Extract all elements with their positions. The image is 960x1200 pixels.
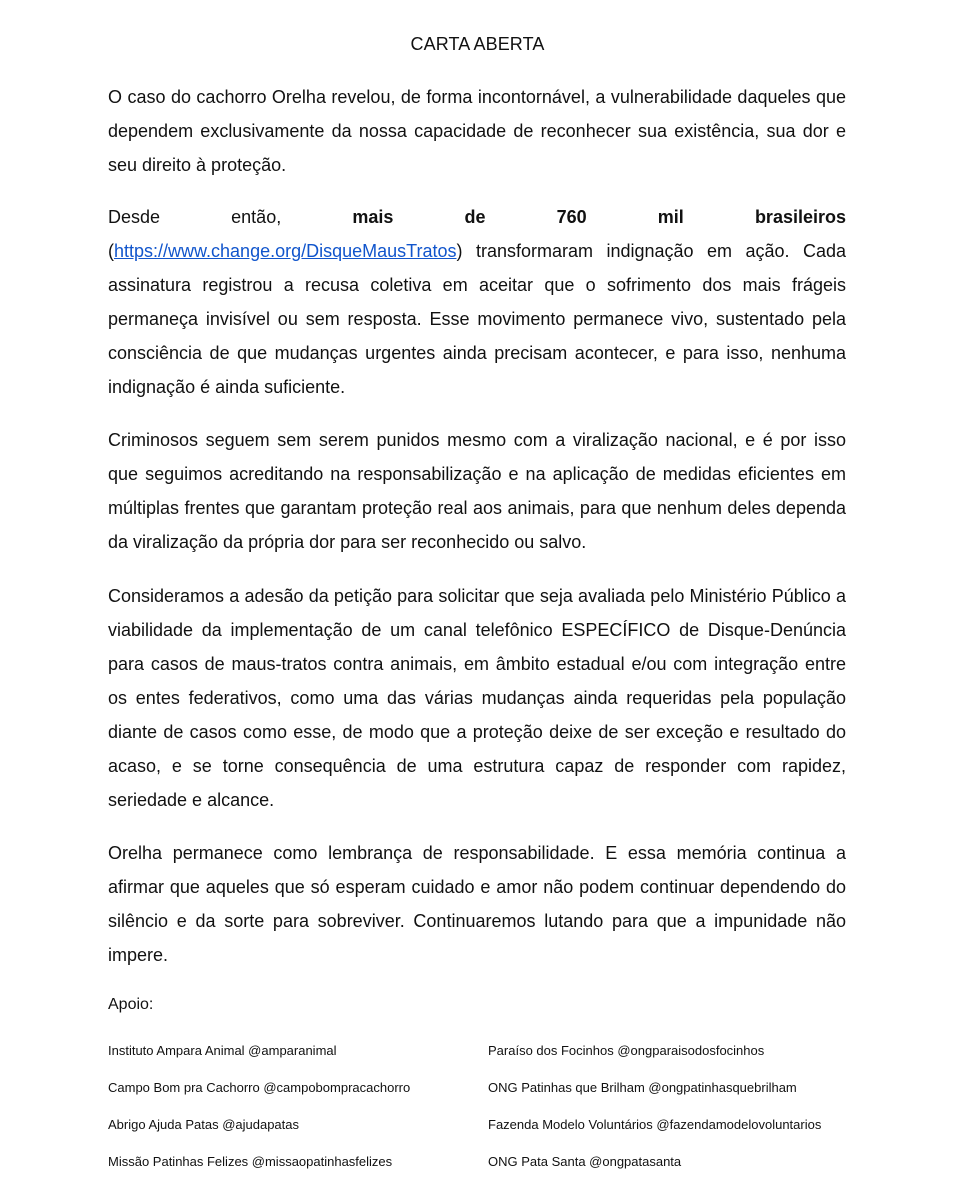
paragraph-petition-first-line <box>108 200 846 234</box>
page-title: CARTA ABERTA <box>410 34 545 54</box>
paragraph-closing: Orelha permanece como lembrança de responsabilidade. E essa memória continua a afirmar que aqueles que só esperam cuidado e amor não podem continuar dependendo do silêncio e da sorte para sobreviver. Continuaremos lutando para que a impunidade não impere. <box>108 843 846 965</box>
support-label: Apoio: <box>108 996 154 1013</box>
supporter-item: Fazenda Modelo Voluntários @fazendamodelovoluntarios <box>488 1117 822 1132</box>
bold-word: de <box>464 207 486 227</box>
supporter-item: Missão Patinhas Felizes @missaopatinhasfelizes <box>108 1154 393 1169</box>
open-paren: ( <box>108 241 114 261</box>
supporter-item: ONG Pata Santa @ongpatasanta <box>488 1154 682 1169</box>
supporter-item: Abrigo Ajuda Patas @ajudapatas <box>108 1117 299 1132</box>
supporter-item: ONG Patinhas que Brilham @ongpatinhasquebrilham <box>488 1080 797 1095</box>
paragraph-intro: O caso do cachorro Orelha revelou, de forma incontornável, a vulnerabilidade daqueles que dependem exclusivamente da nossa capacidade de reconhecer sua existência, sua dor e seu direito à proteção. <box>108 87 846 175</box>
bold-word: mil <box>657 207 684 227</box>
bold-word: brasileiros <box>754 207 846 227</box>
bold-word: mais <box>352 207 394 227</box>
supporter-item: Campo Bom pra Cachorro @campobompracachorro <box>108 1080 411 1095</box>
supporter-item: Paraíso dos Focinhos @ongparaisodosfocinhos <box>488 1043 765 1058</box>
paragraph-request: Consideramos a adesão da petição para solicitar que seja avaliada pelo Ministério Público a viabilidade da implementação de um canal telefônico ESPECÍFICO de Disque-Denúncia para casos de maus-tratos contra animais, em âmbito estadual e/ou com integração entre os entes federativos, como uma das várias mudanças ainda requeridas pela população diante de casos como esse, de modo que a proteção deixe de ser exceção e resultado do acaso, e se torne consequência de uma estrutura capaz de responder com rapidez, seriedade e alcance. <box>108 586 846 810</box>
bold-word: 760 <box>556 207 587 227</box>
petition-link[interactable]: https://www.change.org/DisqueMausTratos <box>114 241 457 261</box>
paragraph-petition <box>108 200 846 404</box>
paragraph-petition-rest: ) transformaram indignação em ação. Cada assinatura registrou a recusa coletiva em aceitar que o sofrimento dos mais frágeis permaneça invisível ou sem resposta. Esse movimento permanece vivo, sustentado pela consciência de que mudanças urgentes ainda precisam acontecer, e para isso, nenhuma indignação é ainda suficiente. <box>108 241 846 397</box>
word: Desde <box>108 207 161 227</box>
word: então, <box>231 207 282 227</box>
supporter-item: Instituto Ampara Animal @amparanimal <box>108 1043 337 1058</box>
paragraph-criminals: Criminosos seguem sem serem punidos mesmo com a viralização nacional, e é por isso que seguimos acreditando na responsabilização e na aplicação de medidas eficientes em múltiplas frentes que garantam proteção real aos animais, para que nenhum deles dependa da viralização da própria dor para ser reconhecido ou salvo. <box>108 430 846 552</box>
